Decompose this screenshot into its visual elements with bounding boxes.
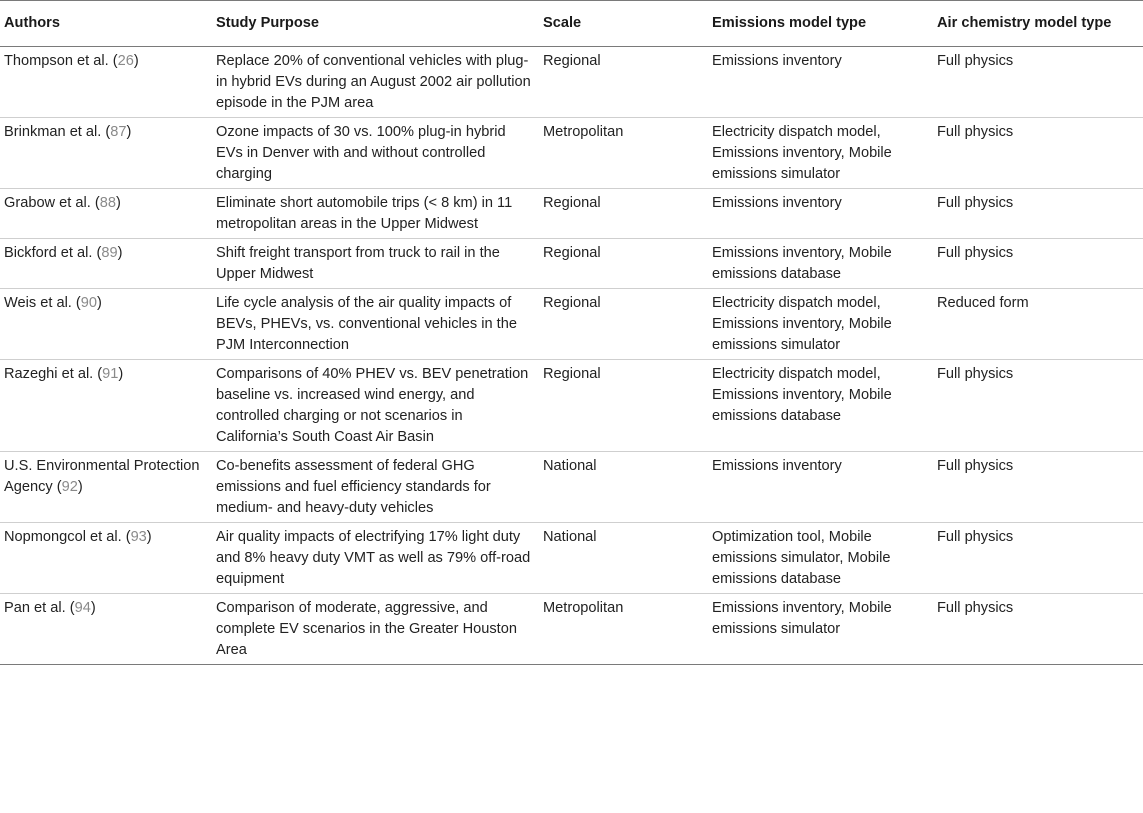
cell-air-chemistry-model-type: Full physics	[937, 53, 1014, 69]
table-row	[0, 289, 1143, 360]
cell-scale: Regional	[543, 195, 601, 211]
cell-study-purpose: Air quality impacts of electrifying 17% light duty and 8% heavy duty VMT as well as 79% off-road equipment	[216, 529, 531, 587]
cell-study-purpose: Shift freight transport from truck to rail in the Upper Midwest	[216, 245, 500, 282]
cell-emissions-model-type: Emissions inventory	[712, 53, 842, 69]
author-name: Nopmongcol et al.	[4, 529, 122, 545]
header-air-chemistry-model-type: Air chemistry model type	[937, 15, 1112, 31]
reference-link[interactable]: 93	[130, 529, 147, 545]
cell-emissions-model-type: Electricity dispatch model, Emissions inventory, Mobile emissions simulator	[712, 295, 892, 353]
table-row	[0, 189, 1143, 239]
author-name: Thompson et al.	[4, 53, 109, 69]
header-study-purpose: Study Purpose	[216, 15, 319, 31]
table-header	[0, 1, 1143, 47]
cell-air-chemistry-model-type: Full physics	[937, 529, 1014, 545]
cell-authors: Bickford et al. (89)	[4, 245, 123, 261]
cell-study-purpose: Life cycle analysis of the air quality impacts of BEVs, PHEVs, vs. conventional vehicles in the PJM Interconnection	[216, 295, 517, 353]
cell-scale: Regional	[543, 295, 601, 311]
cell-air-chemistry-model-type: Full physics	[937, 366, 1014, 382]
cell-study-purpose: Ozone impacts of 30 vs. 100% plug-in hybrid EVs in Denver with and without controlled charging	[216, 124, 506, 182]
author-name: Weis et al.	[4, 295, 72, 311]
cell-emissions-model-type: Electricity dispatch model, Emissions inventory, Mobile emissions simulator	[712, 124, 892, 182]
table-row	[0, 360, 1143, 452]
table-row	[0, 118, 1143, 189]
table-row	[0, 239, 1143, 289]
table-row	[0, 594, 1143, 665]
cell-emissions-model-type: Emissions inventory	[712, 195, 842, 211]
author-name: Pan et al.	[4, 600, 66, 616]
cell-air-chemistry-model-type: Full physics	[937, 245, 1014, 261]
cell-scale: National	[543, 529, 597, 545]
cell-authors: Pan et al. (94)	[4, 600, 96, 616]
reference-link[interactable]: 91	[102, 366, 119, 382]
cell-air-chemistry-model-type: Full physics	[937, 124, 1014, 140]
reference-link[interactable]: 90	[80, 295, 98, 311]
author-name: Brinkman et al.	[4, 124, 102, 140]
reference-link[interactable]: 89	[101, 245, 118, 261]
cell-air-chemistry-model-type: Reduced form	[937, 295, 1029, 311]
table-body	[0, 47, 1143, 665]
header-authors: Authors	[4, 15, 60, 31]
cell-air-chemistry-model-type: Full physics	[937, 195, 1014, 211]
reference-link[interactable]: 26	[117, 53, 134, 69]
cell-authors: Nopmongcol et al. (93)	[4, 529, 152, 545]
cell-scale: National	[543, 458, 597, 474]
cell-air-chemistry-model-type: Full physics	[937, 600, 1014, 616]
header-scale: Scale	[543, 15, 582, 31]
header-emissions-model-type: Emissions model type	[712, 15, 867, 31]
reference-link[interactable]: 87	[110, 124, 127, 140]
author-name: U.S. Environmental Protection Agency	[4, 458, 200, 495]
cell-authors: Grabow et al. (88)	[4, 195, 121, 211]
cell-emissions-model-type: Electricity dispatch model, Emissions inventory, Mobile emissions database	[712, 366, 892, 424]
cell-study-purpose: Co-benefits assessment of federal GHG emissions and fuel efficiency standards for medium- and heavy-duty vehicles	[216, 458, 491, 516]
reference-link[interactable]: 88	[99, 195, 116, 211]
author-name: Razeghi et al.	[4, 366, 94, 382]
cell-study-purpose: Comparisons of 40% PHEV vs. BEV penetration baseline vs. increased wind energy, and controlled charging or not scenarios in California’s South Coast Air Basin	[216, 366, 529, 445]
cell-authors: Razeghi et al. (91)	[4, 366, 124, 382]
cell-scale: Regional	[543, 245, 601, 261]
cell-authors: U.S. Environmental Protection Agency (92)	[4, 458, 200, 495]
reference-link[interactable]: 94	[74, 600, 91, 616]
header-row	[0, 1, 1143, 47]
cell-emissions-model-type: Emissions inventory, Mobile emissions database	[712, 245, 892, 282]
cell-study-purpose: Comparison of moderate, aggressive, and complete EV scenarios in the Greater Houston Area	[216, 600, 517, 658]
author-name: Grabow et al.	[4, 195, 91, 211]
cell-authors: Brinkman et al. (87)	[4, 124, 132, 140]
author-name: Bickford et al.	[4, 245, 93, 261]
table-row	[0, 452, 1143, 523]
cell-emissions-model-type: Emissions inventory, Mobile emissions simulator	[712, 600, 892, 637]
cell-scale: Metropolitan	[543, 600, 624, 616]
cell-study-purpose: Eliminate short automobile trips (< 8 km) in 11 metropolitan areas in the Upper Midwest	[216, 195, 513, 232]
cell-scale: Regional	[543, 366, 601, 382]
table-row	[0, 47, 1143, 118]
table-row	[0, 523, 1143, 594]
cell-study-purpose: Replace 20% of conventional vehicles with plug-in hybrid EVs during an August 2002 air pollution episode in the PJM area	[216, 53, 531, 111]
cell-authors: Weis et al. (90)	[4, 295, 102, 311]
cell-authors: Thompson et al. (26)	[4, 53, 139, 69]
cell-emissions-model-type: Optimization tool, Mobile emissions simulator, Mobile emissions database	[712, 529, 891, 587]
cell-emissions-model-type: Emissions inventory	[712, 458, 842, 474]
cell-air-chemistry-model-type: Full physics	[937, 458, 1014, 474]
reference-link[interactable]: 92	[61, 479, 78, 495]
cell-scale: Regional	[543, 53, 601, 69]
cell-scale: Metropolitan	[543, 124, 624, 140]
